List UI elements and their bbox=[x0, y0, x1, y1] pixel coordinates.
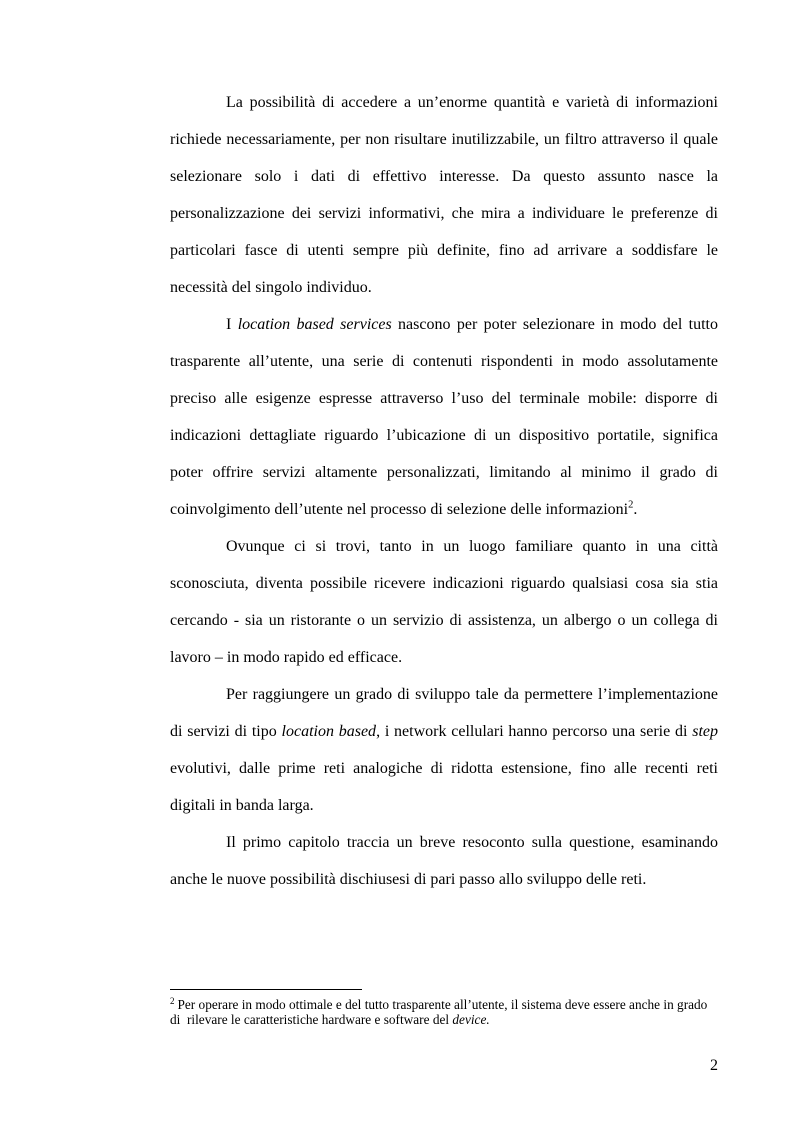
italic-term: location based services bbox=[237, 316, 392, 333]
text-run: . bbox=[633, 501, 638, 518]
footnote bbox=[170, 997, 730, 1027]
paragraph-line: personalizzazione dei servizi informativi, che mira a individuare le preferenze di bbox=[170, 205, 718, 222]
paragraph-line: trasparente all’utente, una serie di contenuti rispondenti in modo assolutamente bbox=[170, 353, 718, 370]
paragraph-line: poter offrire servizi altamente personalizzati, limitando al minimo il grado di bbox=[170, 464, 718, 481]
paragraph-line: indicazioni dettagliate riguardo l’ubicazione di un dispositivo portatile, significa bbox=[170, 427, 718, 444]
footnote-separator bbox=[170, 989, 362, 990]
paragraph-line: Per raggiungere un grado di sviluppo tale da permettere l’implementazione bbox=[226, 686, 718, 703]
footnote-text: di rilevare le caratteristiche hardware e software del bbox=[170, 1012, 453, 1027]
paragraph-line: anche le nuove possibilità dischiusesi di pari passo allo sviluppo delle reti. bbox=[170, 871, 647, 888]
paragraph-1 bbox=[170, 84, 718, 306]
footnote-line bbox=[170, 1012, 730, 1027]
paragraph-2 bbox=[170, 306, 718, 528]
text-run: , i network cellulari hanno percorso una serie di bbox=[376, 723, 693, 740]
italic-term: device. bbox=[452, 1012, 490, 1027]
paragraph-line: necessità del singolo individuo. bbox=[170, 279, 372, 296]
paragraph-line: La possibilità di accedere a un’enorme quantità e varietà di informazioni bbox=[226, 94, 718, 111]
paragraph-line: cercando - sia un ristorante o un servizio di assistenza, un albergo o un collega di bbox=[170, 612, 718, 629]
footnote-number: 2 bbox=[170, 995, 175, 1006]
paragraph-line bbox=[170, 491, 718, 528]
paragraph-line: digitali in banda larga. bbox=[170, 797, 314, 814]
body-text bbox=[170, 84, 718, 898]
paragraph-line: selezionare solo i dati di effettivo interesse. Da questo assunto nasce la bbox=[170, 168, 718, 185]
paragraph-4 bbox=[170, 676, 718, 824]
paragraph-line: Il primo capitolo traccia un breve resoconto sulla questione, esaminando bbox=[226, 834, 718, 851]
paragraph-line: evolutivi, dalle prime reti analogiche di ridotta estensione, fino alle recenti reti bbox=[170, 760, 718, 777]
paragraph-line: particolari fasce di utenti sempre più definite, fino ad arrivare a soddisfare le bbox=[170, 242, 718, 259]
text-run: coinvolgimento dell’utente nel processo di selezione delle informazioni bbox=[170, 501, 629, 518]
paragraph-line: preciso alle esigenze espresse attraverso l’uso del terminale mobile: disporre di bbox=[170, 390, 718, 407]
paragraph-line bbox=[170, 306, 718, 343]
paragraph-line: Ovunque ci si trovi, tanto in un luogo familiare quanto in una città bbox=[226, 538, 718, 555]
footnote-text: Per operare in modo ottimale e del tutto trasparente all’utente, il sistema deve essere anche in grado bbox=[177, 997, 708, 1012]
paragraph-3 bbox=[170, 528, 718, 676]
paragraph-5 bbox=[170, 824, 718, 898]
italic-term: step bbox=[692, 723, 719, 740]
paragraph-line: lavoro – in modo rapido ed efficace. bbox=[170, 649, 403, 666]
text-run: di servizi di tipo bbox=[170, 723, 282, 740]
paragraph-line: sconosciuta, diventa possibile ricevere indicazioni riguardo qualsiasi cosa sia stia bbox=[170, 575, 718, 592]
italic-term: location based bbox=[281, 723, 377, 740]
footnote-reference: 2 bbox=[628, 499, 634, 511]
text-run: nascono per poter selezionare in modo del tutto bbox=[391, 316, 719, 333]
text-run: I bbox=[226, 316, 238, 333]
footnote-line bbox=[170, 997, 730, 1012]
paragraph-line: richiede necessariamente, per non risultare inutilizzabile, un filtro attraverso il quale bbox=[170, 131, 718, 148]
page-number: 2 bbox=[710, 1057, 718, 1074]
paragraph-line bbox=[170, 713, 718, 750]
